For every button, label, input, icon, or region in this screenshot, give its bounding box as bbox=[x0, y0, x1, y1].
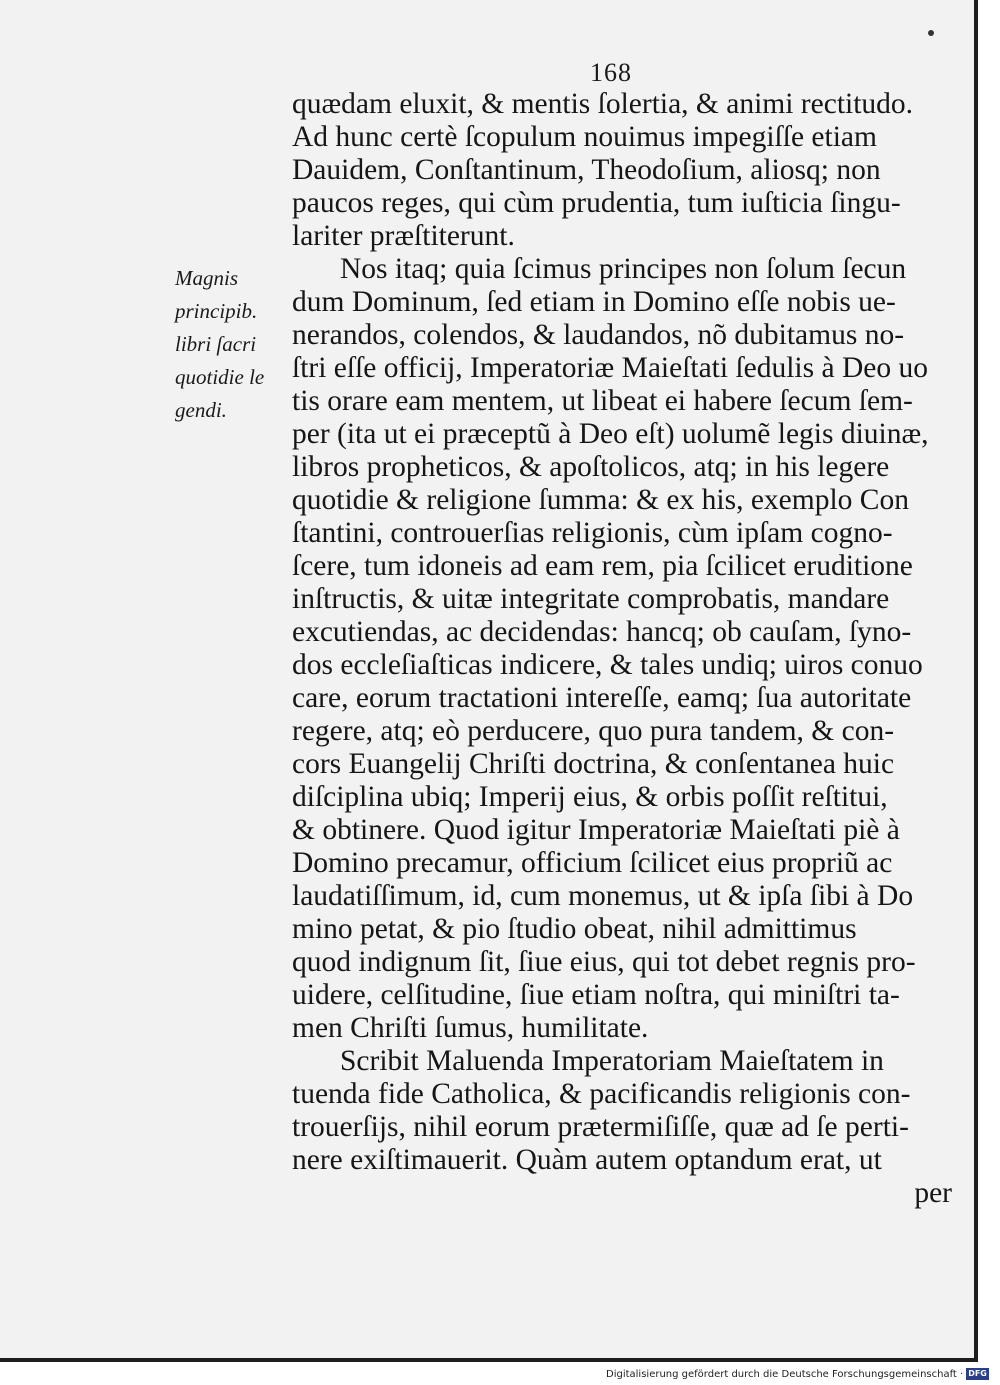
text-line: per (ita ut ei præceptũ à Deo eſt) uolumẽ legis diuinæ, bbox=[292, 418, 929, 450]
text-line: quod indignum ſit, ſiue eius, qui tot debet regnis pro- bbox=[292, 946, 916, 978]
paragraph-start-line: Scribit Maluenda Imperatoriam Maieſtatem in bbox=[340, 1045, 884, 1077]
dfg-logo: DFG bbox=[968, 1369, 987, 1378]
text-line: trouerſijs, nihil eorum prætermiſiſſe, quæ ad ſe perti- bbox=[292, 1111, 909, 1143]
marginal-note-line: gendi. bbox=[175, 398, 227, 422]
text-line: libros propheticos, & apoſtolicos, atq; in his legere bbox=[292, 451, 890, 483]
text-line: regere, atq; eò perducere, quo pura tandem, & con- bbox=[292, 715, 895, 747]
text-line: quotidie & religione ſumma: & ex his, exemplo Con bbox=[292, 484, 909, 516]
text-line: ſcere, tum idoneis ad eam rem, pia ſcilicet eruditione bbox=[292, 550, 913, 582]
text-line: quædam eluxit, & mentis ſolertia, & animi rectitudo. bbox=[292, 88, 914, 120]
text-line: Domino precamur, officium ſcilicet eius propriũ ac bbox=[292, 847, 893, 879]
text-line: men Chriſti ſumus, humilitate. bbox=[292, 1012, 649, 1044]
text-line: inſtructis, & uitæ integritate comprobatis, mandare bbox=[292, 583, 890, 615]
marginal-note-line: quotidie le bbox=[175, 365, 265, 389]
text-line: diſciplina ubiq; Imperij eius, & orbis poſſit reſtitui, bbox=[292, 781, 888, 813]
text-line: dum Dominum, ſed etiam in Domino eſſe nobis ue- bbox=[292, 286, 896, 318]
text-line: nere exiſtimauerit. Quàm autem optandum erat, ut bbox=[292, 1144, 882, 1176]
marginal-note-line: libri ſacri bbox=[175, 332, 257, 356]
text-line: paucos reges, qui cùm prudentia, tum iuſticia ſingu- bbox=[292, 187, 901, 219]
page-number: 168 bbox=[590, 58, 632, 87]
text-line: laudatiſſimum, id, cum monemus, ut & ipſa ſibi à Do bbox=[292, 880, 914, 912]
text-line: tis orare eam mentem, ut libeat ei habere ſecum ſem- bbox=[292, 385, 913, 417]
text-line: tuenda fide Catholica, & pacificandis religionis con- bbox=[292, 1078, 911, 1110]
text-line: Ad hunc certè ſcopulum nouimus impegiſſe etiam bbox=[292, 121, 877, 153]
text-line: uidere, celſitudine, ſiue etiam noſtra, qui miniſtri ta- bbox=[292, 979, 900, 1011]
marginal-note-line: principib. bbox=[175, 299, 258, 323]
text-line: cors Euangelij Chriſti doctrina, & conſentanea huic bbox=[292, 748, 895, 780]
marginal-note bbox=[175, 262, 295, 427]
text-line: ſtantini, controuerſias religionis, cùm ipſam cogno- bbox=[292, 517, 893, 549]
marginal-note-line: Magnis bbox=[175, 266, 238, 290]
text-line: Dauidem, Conſtantinum, Theodoſium, aliosq; non bbox=[292, 154, 881, 186]
text-line: ſtri eſſe officij, Imperatoriæ Maieſtati ſedulis à Deo uo bbox=[292, 352, 928, 384]
catchword: per bbox=[914, 1177, 952, 1209]
text-line: mino petat, & pio ſtudio obeat, nihil admittimus bbox=[292, 913, 857, 945]
paragraph-start-line: Nos itaq; quia ſcimus principes non ſolum ſecun bbox=[340, 253, 907, 285]
digitization-footer bbox=[606, 1368, 989, 1382]
footer-text: Digitalisierung gefördert durch die Deutsche Forschungsgemeinschaft · bbox=[606, 1369, 964, 1380]
text-line: care, eorum tractationi intereſſe, eamq; ſua autoritate bbox=[292, 682, 912, 714]
text-line: & obtinere. Quod igitur Imperatoriæ Maieſtati piè à bbox=[292, 814, 900, 846]
main-text-block bbox=[292, 88, 952, 1210]
text-line: lariter præſtiterunt. bbox=[292, 220, 515, 252]
ink-stain bbox=[928, 30, 934, 36]
text-line: nerandos, colendos, & laudandos, nõ dubitamus no- bbox=[292, 319, 905, 351]
text-line: dos eccleſiaſticas indicere, & tales undiq; uiros conuo bbox=[292, 649, 923, 681]
text-line: excutiendas, ac decidendas: hancq; ob cauſam, ſyno- bbox=[292, 616, 912, 648]
